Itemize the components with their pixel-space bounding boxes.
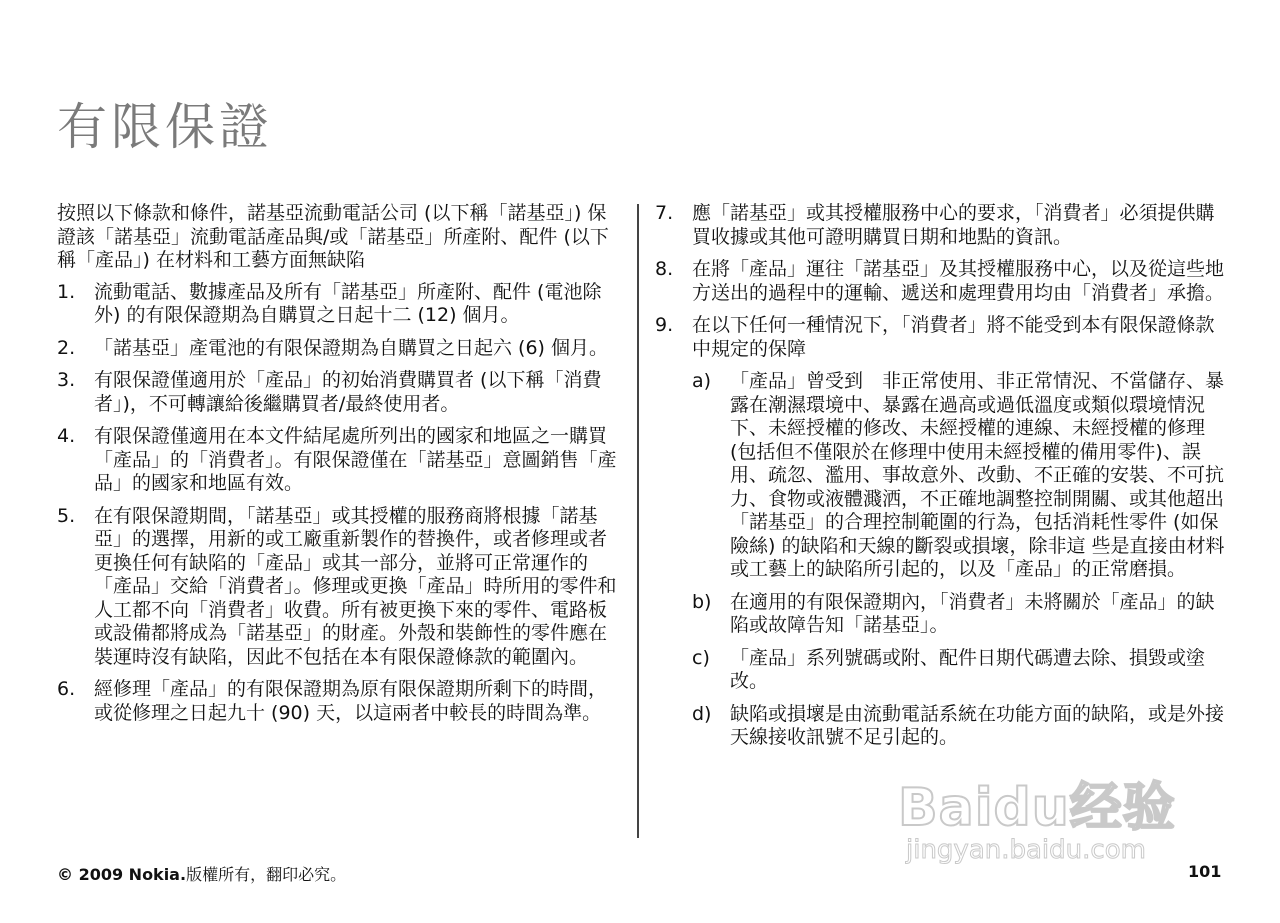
item-text: 有限保證僅適用在本文件結尾處所列出的國家和地區之一購買「產品」的「消費者」。有限保證僅在「諾基亞」意圖銷售「產品」的國家和地區有效。 bbox=[94, 425, 617, 494]
copyright-bold: © 2009 Nokia. bbox=[57, 865, 187, 884]
list-item bbox=[57, 369, 625, 416]
sub-item-list bbox=[692, 370, 1225, 750]
item-number: 5. bbox=[57, 504, 76, 527]
list-item bbox=[655, 258, 1225, 305]
sub-item-text: 「產品」曾受到 非正常使用、非正常情況、不當儲存、暴露在潮濕環境中、暴露在過高或過低溫度或類似環境情況下、未經授權的修改、未經授權的連線、未經授權的修理 (包括但不僅限於在修理中使用未經授權的備用零件)、誤用、疏忽、濫用、事故意外、改動、不正確的安裝、不可抗力、食物或液體濺洒，不正確地調整控制開關、或其他超出「諾基亞」的合理控制範圍的行為，包括消耗性零件 (如保險絲) 的缺陷和天線的斷裂或損壞，除非這 些是直接由材料或工藝上的缺陷所引起的，以及「產品」的正常磨損。 bbox=[730, 370, 1225, 580]
left-item-list bbox=[57, 281, 625, 726]
page-title: 有限保證 bbox=[57, 98, 273, 156]
item-text: 流動電話、數據產品及所有「諾基亞」所產附、配件 (電池除外) 的有限保證期為自購買之日起十二 (12) 個月。 bbox=[94, 280, 602, 326]
page-number: 101 bbox=[1188, 862, 1222, 881]
left-column bbox=[57, 202, 625, 734]
sub-item-letter: d) bbox=[692, 702, 712, 725]
list-item bbox=[57, 337, 625, 361]
item-number: 8. bbox=[655, 258, 674, 280]
list-item bbox=[655, 202, 1225, 249]
right-item-list bbox=[655, 202, 1225, 759]
item-text: 在以下任何一種情況下，「消費者」將不能受到本有限保證條款中規定的保障 bbox=[692, 314, 1215, 360]
sub-item-letter: c) bbox=[692, 646, 710, 669]
item-text: 經修理「產品」的有限保證期為原有限保證期所剩下的時間，或從修理之日起九十 (90) 天，以這兩者中較長的時間為準。 bbox=[94, 678, 608, 724]
copyright-footer bbox=[57, 862, 346, 885]
item-number: 7. bbox=[655, 202, 674, 224]
sub-item-text: 缺陷或損壞是由流動電話系統在功能方面的缺陷，或是外接天線接收訊號不足引起的。 bbox=[730, 702, 1225, 748]
copyright-rest: 版權所有，翻印必究。 bbox=[186, 865, 347, 884]
watermark-logo: Baidu经验 bbox=[898, 778, 1176, 838]
item-text: 在有限保證期間，「諾基亞」或其授權的服務商將根據「諾基亞」的選擇，用新的或工廠重新製作的替換件，或者修理或者更換任何有缺陷的「產品」或其一部分，並將可正常運作的「產品」交給「消費者」。修理或更換「產品」時所用的零件和人工都不向「消費者」收費。所有被更換下來的零件、電路板或設備都將成為「諾基亞」的財產。外殼和裝飾性的零件應在裝運時沒有缺陷，因此不包括在本有限保證條款的範圍內。 bbox=[94, 504, 617, 668]
right-column bbox=[655, 202, 1225, 768]
list-item bbox=[57, 425, 625, 496]
item-text: 「諾基亞」產電池的有限保證期為自購買之日起六 (6) 個月。 bbox=[94, 336, 608, 359]
sub-item-text: 「產品」系列號碼或附、配件日期代碼遭去除、損毀或塗改。 bbox=[730, 646, 1206, 692]
sub-list-item bbox=[692, 591, 1225, 638]
item-number: 3. bbox=[57, 369, 76, 391]
sub-item-letter: a) bbox=[692, 370, 712, 392]
intro-paragraph: 按照以下條款和條件，諾基亞流動電話公司 (以下稱「諾基亞」) 保證該「諾基亞」流動電話產品與/或「諾基亞」所產附、配件 (以下稱「產品」) 在材料和工藝方面無缺陷 bbox=[57, 202, 609, 271]
list-item bbox=[655, 314, 1225, 759]
sub-list-item bbox=[692, 370, 1225, 582]
sub-list-item bbox=[692, 647, 1225, 694]
baidu-watermark bbox=[898, 765, 1198, 875]
item-body bbox=[692, 314, 1225, 759]
list-item bbox=[57, 505, 625, 670]
item-number: 6. bbox=[57, 678, 76, 700]
watermark-url: jingyan.baidu.com bbox=[906, 835, 1146, 865]
sub-item-letter: b) bbox=[692, 590, 712, 613]
item-text: 有限保證僅適用於「產品」的初始消費購買者 (以下稱「消費者」)，不可轉讓給後繼購買者/最終使用者。 bbox=[94, 369, 602, 415]
item-number: 4. bbox=[57, 425, 76, 447]
sub-item-text: 在適用的有限保證期內，「消費者」未將關於「產品」的缺陷或故障告知「諾基亞」。 bbox=[730, 590, 1215, 636]
item-text: 在將「產品」運往「諾基亞」及其授權服務中心，以及從這些地方送出的過程中的運輸、遞送和處理費用均由「消費者」承擔。 bbox=[692, 258, 1225, 304]
sub-list-item bbox=[692, 703, 1225, 750]
list-item bbox=[57, 678, 625, 725]
column-divider bbox=[637, 204, 639, 838]
item-number: 2. bbox=[57, 336, 76, 359]
item-number: 1. bbox=[57, 280, 76, 303]
item-text: 應「諾基亞」或其授權服務中心的要求，「消費者」必須提供購買收據或其他可證明購買日期和地點的資訊。 bbox=[692, 202, 1215, 248]
item-number: 9. bbox=[655, 314, 674, 336]
list-item bbox=[57, 281, 625, 328]
